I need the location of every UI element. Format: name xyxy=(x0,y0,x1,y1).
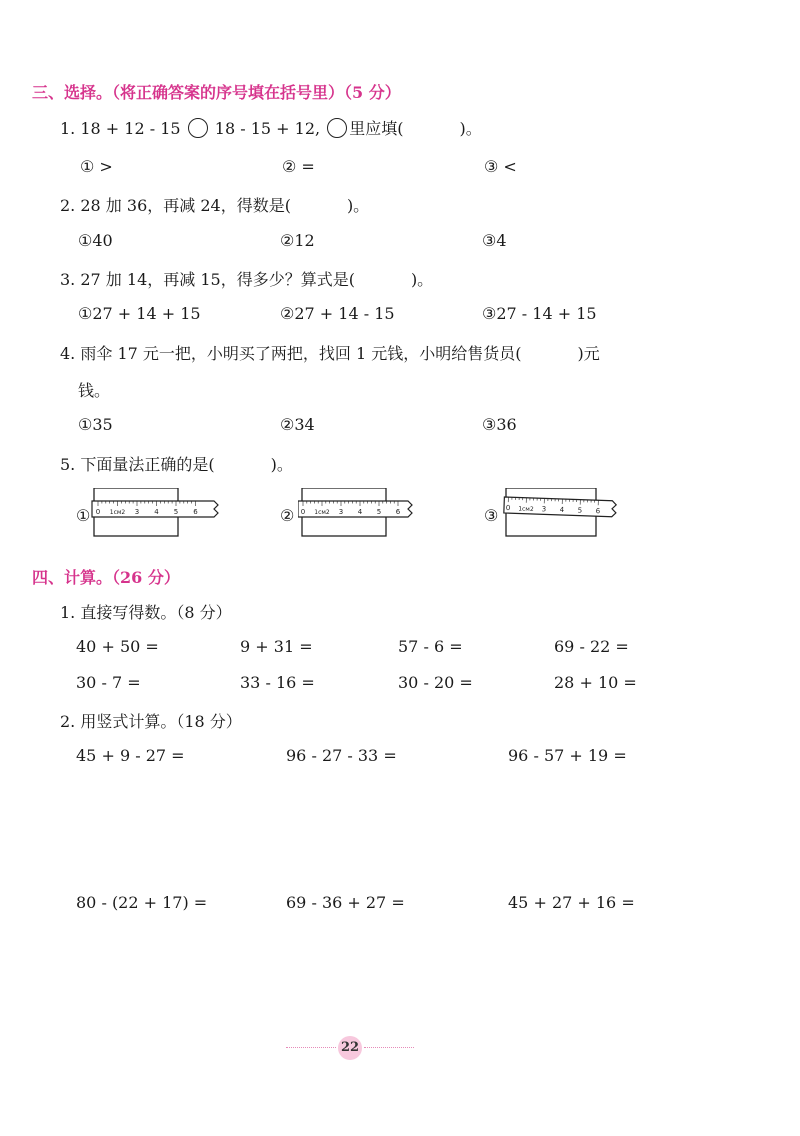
q5-text: 5. 下面量法正确的是( xyxy=(60,455,215,474)
q4-tail: )元 xyxy=(577,344,600,363)
vertical-calc-1: 45 + 9 - 27 = xyxy=(76,746,185,765)
q1-expr-right: 18 - 15 + 12, xyxy=(214,119,321,138)
q5-option-1[interactable]: ① xyxy=(76,506,91,525)
vertical-calc-4: 80 - (22 + 17) = xyxy=(76,893,208,912)
ruler-figure-3 xyxy=(502,488,642,538)
q4-option-2[interactable]: ②34 xyxy=(280,415,315,434)
calc-2-1: 30 - 7 = xyxy=(76,673,141,692)
q1-prompt: 里应填( xyxy=(349,119,404,138)
q1-option-2[interactable]: ② = xyxy=(282,157,315,176)
section4-title: 四、计算。（26 分） xyxy=(32,568,180,587)
q2-option-1[interactable]: ①40 xyxy=(78,231,113,250)
q2-option-3[interactable]: ③4 xyxy=(482,231,507,250)
answer-circle-1[interactable] xyxy=(188,118,208,138)
q5-option-2[interactable]: ② xyxy=(280,506,295,525)
q1-tail: )。 xyxy=(459,119,482,138)
footer-divider-right xyxy=(364,1047,414,1048)
q4-text: 4. 雨伞 17 元一把，小明买了两把，找回 1 元钱，小明给售货员( xyxy=(60,344,522,363)
vertical-calc-5: 69 - 36 + 27 = xyxy=(286,893,405,912)
ruler-tick-label: 1ᴄᴍ2 xyxy=(314,509,330,516)
ruler-tick-label: 3 xyxy=(134,508,140,516)
q2-option-2[interactable]: ②12 xyxy=(280,231,315,250)
answer-circle-2 xyxy=(327,118,347,138)
q3-option-1[interactable]: ①27 + 14 + 15 xyxy=(78,304,201,323)
q3-tail: )。 xyxy=(410,270,434,289)
q5-tail: )。 xyxy=(270,455,293,474)
ruler xyxy=(504,497,616,517)
q1-option-1[interactable]: ① > xyxy=(80,157,113,176)
ruler-tick-label: 0 xyxy=(95,508,101,516)
q4-option-3[interactable]: ③36 xyxy=(482,415,517,434)
ruler-tick-label: 5 xyxy=(577,506,583,515)
ruler-tick-label: 0 xyxy=(300,508,306,516)
calc-1-1: 40 + 50 = xyxy=(76,637,159,656)
calc-2-2: 33 - 16 = xyxy=(240,673,315,692)
q2-tail: )。 xyxy=(346,196,370,215)
ruler xyxy=(92,501,218,517)
ruler-tick-label: 3 xyxy=(338,508,344,516)
vertical-calc-2: 96 - 27 - 33 = xyxy=(286,746,397,765)
ruler xyxy=(298,501,412,517)
calc-1-2: 9 + 31 = xyxy=(240,637,313,656)
ruler-tick-label: 1ᴄᴍ2 xyxy=(518,505,534,514)
question-2 xyxy=(60,193,369,216)
q3-option-2[interactable]: ②27 + 14 - 15 xyxy=(280,304,395,323)
question-1 xyxy=(60,116,482,139)
ruler-tick-label: 3 xyxy=(541,505,547,514)
ruler-tick-label: 0 xyxy=(505,504,511,513)
q4-option-1[interactable]: ①35 xyxy=(78,415,113,434)
question-4 xyxy=(60,341,600,364)
part2-title: 2. 用竖式计算。（18 分） xyxy=(60,712,242,731)
ruler-tick-label: 6 xyxy=(395,508,401,516)
ruler-tick-label: 5 xyxy=(376,508,382,516)
q4-text-line2: 钱。 xyxy=(78,381,111,400)
q1-expr-left: 1. 18 + 12 - 15 xyxy=(60,119,181,138)
ruler-tick-label: 6 xyxy=(595,507,601,516)
ruler-tick-label: 4 xyxy=(154,508,159,516)
ruler-tick-label: 1ᴄᴍ2 xyxy=(109,509,126,516)
ruler-tick-label: 4 xyxy=(559,505,565,515)
ruler-figure-1 xyxy=(90,488,230,538)
q3-option-3[interactable]: ③27 - 14 + 15 xyxy=(482,304,597,323)
vertical-calc-6: 45 + 27 + 16 = xyxy=(508,893,635,912)
ruler-tick-label: 4 xyxy=(357,508,363,516)
vertical-calc-3: 96 - 57 + 19 = xyxy=(508,746,627,765)
ruler-tick-label: 5 xyxy=(173,508,179,516)
question-5 xyxy=(60,452,293,475)
page-number: 22 xyxy=(338,1036,362,1060)
footer-divider-left xyxy=(286,1047,336,1048)
calc-1-3: 57 - 6 = xyxy=(398,637,463,656)
q1-option-3[interactable]: ③ < xyxy=(484,157,517,176)
section3-title: 三、选择。（将正确答案的序号填在括号里）（5 分） xyxy=(32,83,401,102)
q5-option-3[interactable]: ③ xyxy=(484,506,499,525)
calc-1-4: 69 - 22 = xyxy=(554,637,629,656)
q2-text: 2. 28 加 36，再减 24，得数是( xyxy=(60,196,291,215)
calc-2-4: 28 + 10 = xyxy=(554,673,637,692)
part1-title: 1. 直接写得数。（8 分） xyxy=(60,603,232,622)
ruler-figure-2 xyxy=(298,488,438,538)
question-3 xyxy=(60,267,433,290)
ruler-tick-label: 6 xyxy=(193,508,198,516)
q3-text: 3. 27 加 14，再减 15，得多少？算式是( xyxy=(60,270,355,289)
calc-2-3: 30 - 20 = xyxy=(398,673,473,692)
